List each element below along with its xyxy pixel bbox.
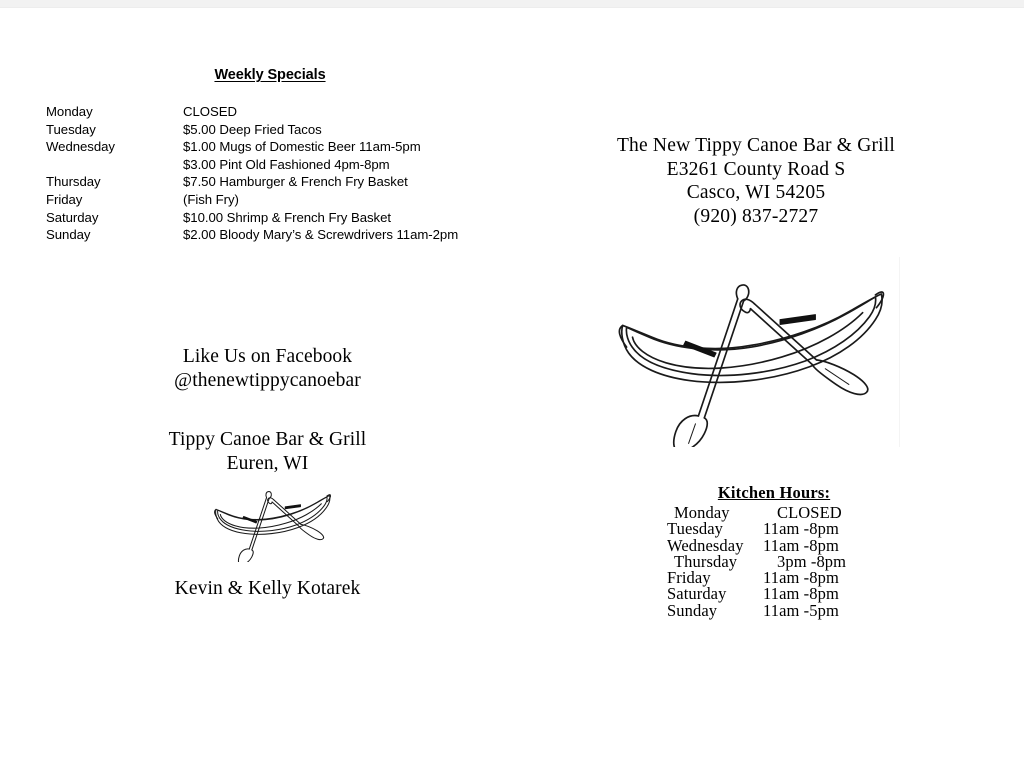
business-phone: (920) 837-2727: [693, 205, 819, 227]
kitchen-hours-value: 11am -8pm: [763, 568, 839, 588]
kitchen-day: Friday: [667, 568, 711, 588]
canoe-illustration-small: [200, 480, 346, 562]
page-top-edge: [0, 0, 1024, 8]
specials-item: $5.00 Deep Fried Tacos: [183, 121, 322, 137]
specials-day: Thursday: [46, 174, 101, 190]
kitchen-hours-value: 11am -8pm: [763, 519, 839, 539]
kitchen-hours-section: [655, 483, 885, 619]
specials-item: $1.00 Mugs of Domestic Beer 11am-5pm: [183, 139, 421, 155]
table-row: [46, 191, 458, 209]
specials-day: Monday: [46, 104, 93, 119]
facebook-block: [120, 345, 415, 393]
canoe-illustration-large: [605, 257, 900, 447]
kitchen-hours-value: 11am -8pm: [763, 584, 839, 604]
table-row: [46, 209, 458, 227]
euren-location-block: [120, 428, 415, 475]
kitchen-hours-value: CLOSED: [777, 503, 842, 522]
owner-names: Kevin & Kelly Kotarek: [174, 578, 361, 599]
kitchen-day: Thursday: [674, 551, 738, 571]
specials-item: $2.00 Bloody Mary’s & Screwdrivers 11am-2pm: [183, 227, 459, 243]
specials-item: $7.50 Hamburger & French Fry Basket: [183, 174, 408, 190]
kitchen-hours-table: [667, 505, 846, 619]
specials-day: Sunday: [46, 227, 91, 243]
specials-day: Wednesday: [46, 139, 115, 155]
table-row: [667, 603, 846, 619]
kitchen-hours-title: Kitchen Hours:: [717, 483, 831, 502]
business-address-block: [600, 134, 912, 228]
table-row: [46, 103, 458, 121]
business-city-state-zip: Casco, WI 54205: [686, 182, 826, 203]
table-row: [46, 173, 458, 191]
kitchen-hours-value: 11am -8pm: [763, 535, 839, 555]
kitchen-day: Wednesday: [667, 535, 744, 555]
kitchen-hours-value: 11am -5pm: [763, 600, 839, 620]
specials-day: Friday: [46, 191, 83, 207]
specials-item: (Fish Fry): [183, 191, 239, 207]
facebook-cta: Like Us on Facebook: [182, 346, 353, 367]
kitchen-day: Monday: [674, 503, 730, 522]
table-row: [46, 226, 458, 244]
kitchen-hours-value: 3pm -8pm: [777, 551, 847, 571]
business-street: E3261 County Road S: [666, 158, 846, 180]
specials-item: $10.00 Shrimp & French Fry Basket: [183, 209, 391, 225]
owners-block: [120, 577, 415, 600]
specials-day: Tuesday: [46, 121, 96, 137]
kitchen-hours-rows: [667, 505, 846, 619]
specials-item: CLOSED: [183, 104, 237, 119]
business-name: The New Tippy Canoe Bar & Grill: [616, 135, 896, 156]
specials-day: Saturday: [46, 209, 99, 225]
specials-day: [46, 156, 183, 174]
facebook-handle[interactable]: @thenewtippycanoebar: [174, 370, 361, 391]
weekly-specials-title: Weekly Specials: [214, 67, 326, 83]
specials-item: $3.00 Pint Old Fashioned 4pm-8pm: [183, 156, 390, 172]
kitchen-day: Sunday: [667, 600, 718, 620]
table-row: [46, 121, 458, 139]
euren-business-name: Tippy Canoe Bar & Grill: [168, 429, 367, 450]
canoe-image-frame: [605, 257, 900, 447]
table-row: [46, 138, 458, 156]
weekly-specials-table: [46, 103, 458, 244]
kitchen-day: Tuesday: [667, 519, 724, 539]
euren-city-state: Euren, WI: [226, 452, 309, 474]
kitchen-day: Saturday: [667, 584, 727, 604]
weekly-specials-section: [46, 66, 566, 244]
canoe-icon: [200, 480, 346, 562]
weekly-specials-rows: [46, 103, 458, 244]
table-row: [46, 156, 458, 174]
